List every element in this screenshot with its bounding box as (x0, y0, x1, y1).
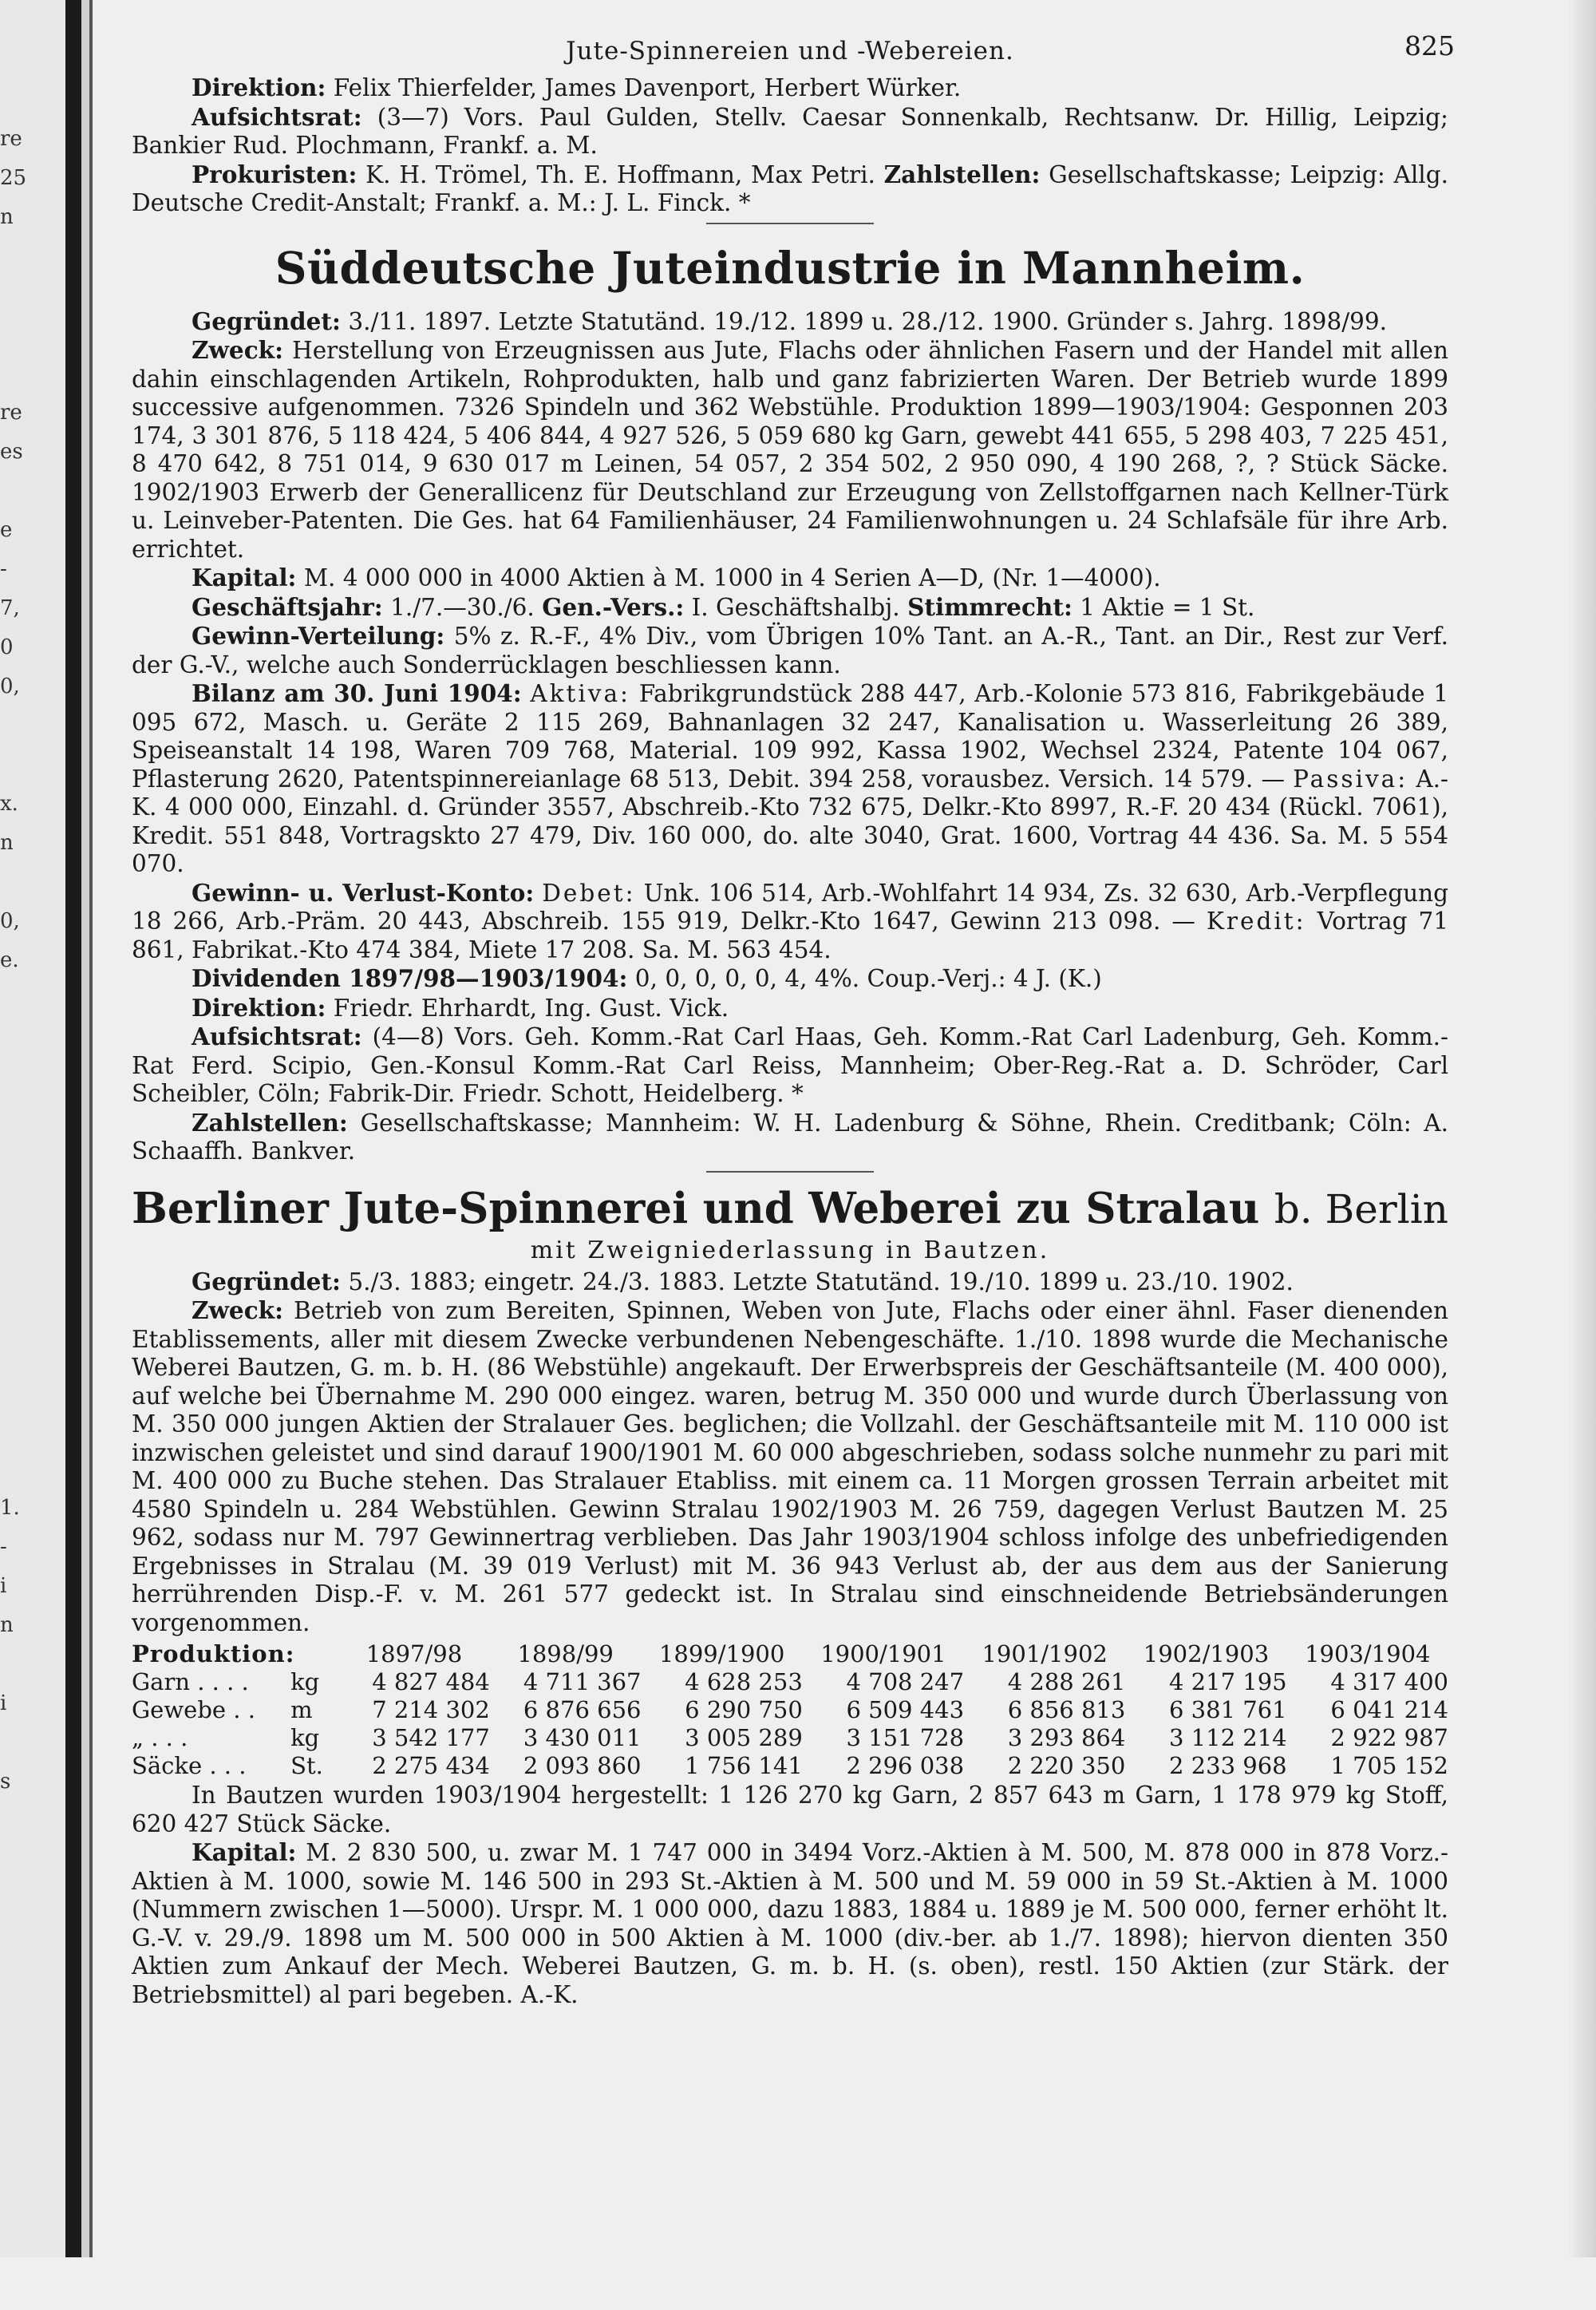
zweck-label: Zweck: (192, 1296, 283, 1324)
margin-fragment: x. (0, 792, 18, 816)
margin-fragment (0, 1958, 24, 1997)
margin-fragment: i (0, 1691, 7, 1715)
left-page-strip (0, 0, 65, 2257)
table-cell: 2 220 350 (1007, 1752, 1126, 1779)
margin-fragment (0, 2075, 24, 2114)
geschaeftsjahr-text: 1./7.—30./6. (390, 593, 535, 621)
prokuristen-label: Prokuristen: (192, 160, 358, 188)
table-cell: 2 922 987 (1330, 1724, 1448, 1751)
margin-fragment (0, 706, 24, 746)
row-label: „ . . . (132, 1724, 188, 1751)
row-label: Gewebe . . (132, 1696, 255, 1723)
year-header: 1900/1901 (820, 1640, 946, 1667)
previous-entry (132, 73, 1448, 218)
company-entry-sueddeutsche (132, 240, 1448, 1166)
kapital-label: Kapital: (192, 564, 297, 591)
margin-fragment (0, 1293, 24, 1332)
binding-gap (81, 0, 89, 2257)
margin-fragment (0, 2232, 24, 2271)
section-separator (706, 223, 874, 224)
margin-fragment (0, 354, 24, 394)
table-row (132, 1724, 1448, 1752)
table-cell: 6 290 750 (685, 1696, 803, 1723)
margin-fragment: i (0, 1574, 7, 1598)
document-page (132, 30, 1455, 2009)
margin-fragment: 7, (0, 596, 20, 620)
margin-fragment: 1. (0, 1496, 20, 1520)
margin-fragment (0, 1723, 24, 1762)
row-label: Säcke . . . (132, 1752, 247, 1779)
zahlstellen-text: Gesellschaftskasse; Mannheim: W. H. Ladenburg & Söhne, Rhein. Creditbank; Cöln: A. Schaaffh. Bankver. (132, 1109, 1448, 1165)
margin-fragment (0, 863, 24, 902)
table-cell: 6 509 443 (846, 1696, 965, 1723)
aufsichtsrat-text: (4—8) Vors. Geh. Komm.-Rat Carl Haas, Geh. Komm.-Rat Carl Ladenburg, Geh. Komm.-Rat Ferd. Scipio, Gen.-Konsul Komm.-Rat Carl Reiss, Mannheim; Ober-Reg.-Rat a. D. Schröder, Carl Scheibler, Cöln; Fabrik-Dir. Friedr. Schott, Heidelberg. * (132, 1023, 1448, 1107)
table-cell: 6 856 813 (1007, 1696, 1126, 1723)
table-cell: 3 542 177 (372, 1724, 490, 1751)
page-header (132, 30, 1455, 73)
margin-fragment (0, 1137, 24, 1176)
margin-fragment (0, 1919, 24, 1958)
company-entry-stralau (132, 1182, 1448, 2010)
gewinnverteilung-label: Gewinn-Verteilung: (192, 622, 445, 650)
margin-fragment (0, 2271, 24, 2310)
table-cell: 4 827 484 (372, 1668, 490, 1695)
table-cell: 2 093 860 (523, 1752, 642, 1779)
company-title-main: Berliner Jute-Spinnerei und Weberei zu Stralau (132, 1183, 1260, 1233)
binding-shadow (65, 0, 81, 2257)
table-cell: 6 041 214 (1330, 1696, 1448, 1723)
genvers-text: I. Geschäftshalbj. (691, 593, 900, 621)
table-cell: 4 217 195 (1169, 1668, 1287, 1695)
margin-fragment (0, 1880, 24, 1919)
year-header: 1897/98 (365, 1640, 463, 1667)
margin-fragment (0, 2036, 24, 2075)
margin-fragment: n (0, 1613, 14, 1637)
margin-fragment: 25 (0, 166, 27, 190)
direktion-label: Direktion: (192, 993, 326, 1022)
zahlstellen-label: Zahlstellen: (883, 160, 1041, 188)
table-cell: 3 112 214 (1169, 1724, 1287, 1751)
gewinnverteilung-text: 5% z. R.-F., 4% Div., vom Übrigen 10% Tant. an A.-R., Tant. an Dir., Rest zur Verf. der G.-V., welche auch Sonderrücklagen beschliessen kann. (132, 623, 1448, 678)
margin-fragment (0, 746, 24, 785)
stimmrecht-text: 1 Aktie = 1 St. (1080, 593, 1255, 621)
margin-fragment (0, 2154, 24, 2193)
table-cell: 6 381 761 (1169, 1696, 1287, 1723)
company-subtitle: mit Zweigniederlassung in Bautzen. (530, 1236, 1050, 1264)
dividenden-text: 0, 0, 0, 0, 0, 4, 4%. Coup.-Verj.: 4 J. (K.) (634, 965, 1102, 992)
direktion-text: Friedr. Ehrhardt, Ing. Gust. Vick. (333, 994, 729, 1022)
margin-fragment (0, 1254, 24, 1293)
margin-fragment (0, 276, 24, 315)
table-cell: 3 151 728 (846, 1724, 965, 1751)
passiva-text: A.-K. 4 000 000, Einzahl. d. Gründer 3557, Abschreib.-Kto 732 675, Delkr.-Kto 8997, R.-F. 20 434 (Rückl. 7061), Kredit. 551 848, Vortragskto 27 479, Div. 160 000, do. alte 3040, Grat. 1600, Vortrag 44 436. Sa. M. 5 554 070. (132, 765, 1448, 877)
company-title: Süddeutsche Juteindustrie in Mannheim. (275, 241, 1306, 294)
year-header: 1902/1903 (1143, 1640, 1270, 1667)
right-edge-shadow (1567, 0, 1596, 2257)
margin-fragment (0, 2193, 24, 2232)
table-cell: 3 430 011 (523, 1724, 642, 1751)
kredit-text: Vortrag 71 861, Fabrikat.-Kto 474 384, Miete 17 208. Sa. M. 563 454. (132, 908, 1448, 963)
margin-fragment: 0, (0, 909, 20, 933)
zweck-label: Zweck: (192, 336, 283, 364)
bilanz-label: Bilanz am 30. Juni 1904: (192, 679, 522, 707)
gegruendet-text: 5./3. 1883; eingetr. 24./3. 1883. Letzte Statutänd. 19./10. 1899 u. 23./10. 1902. (348, 1268, 1294, 1295)
production-label: Produktion: (132, 1640, 295, 1667)
production-table (132, 1640, 1448, 1780)
year-header: 1901/1902 (982, 1640, 1108, 1667)
margin-fragment: - (0, 1535, 7, 1559)
margin-fragment: s (0, 1770, 11, 1794)
margin-fragment: 0, (0, 674, 20, 698)
aktiva-label: Aktiva: (530, 680, 630, 707)
production-header-row (132, 1640, 1448, 1668)
aufsichtsrat-label: Aufsichtsrat: (192, 1022, 362, 1050)
margin-fragment: 0 (0, 635, 14, 659)
table-cell: 4 711 367 (523, 1668, 642, 1695)
page-number: 825 (1404, 30, 1455, 61)
margin-fragment (0, 1098, 24, 1137)
margin-fragment: re (0, 401, 22, 425)
table-cell: 1 705 152 (1330, 1752, 1448, 1779)
margin-fragment (0, 1450, 24, 1489)
kredit-label: Kredit: (1206, 908, 1306, 935)
margin-fragment (0, 1058, 24, 1098)
aufsichtsrat-label: Aufsichtsrat: (192, 102, 362, 131)
year-header: 1899/1900 (658, 1640, 785, 1667)
margin-fragment (0, 1410, 24, 1450)
gegruendet-text: 3./11. 1897. Letzte Statutänd. 19./12. 1899 u. 28./12. 1900. Gründer s. Jahrg. 1898/99. (348, 307, 1388, 335)
year-header: 1898/99 (517, 1640, 614, 1667)
margin-fragment (0, 2114, 24, 2154)
margin-fragment (0, 1841, 24, 1880)
zahlstellen-text: Gesellschaftskasse; Leipzig: Allg. Deutsche Credit-Anstalt; Frankf. a. M.: J. L. Finck. * (132, 160, 1448, 216)
table-cell: 7 214 302 (372, 1696, 490, 1723)
zweck-text: Betrieb von zum Bereiten, Spinnen, Weben von Jute, Flachs oder einer ähnl. Faser dienenden Etablissements, aller mit diesem Zwecke verbundenen Nebengeschäfte. 1./10. 1898 wurde die Mechanische Weberei Bautzen, G. m. b. H. (86 Webstühle) angekauft. Der Erwerbspreis der Geschäftsanteile (M. 400 000), auf welche bei Übernahme M. 290 000 eingez. waren, betrug M. 350 000 und wurde durch Überlassung von M. 350 000 jungen Aktien der Stralauer Ges. beglichen; die Vollzahl. der Geschäftsanteile mit M. 110 000 ist inzwischen geleistet und sind darauf 1900/1901 M. 60 000 abgeschrieben, sodass solche nunmehr zu pari mit M. 400 000 zu Buche stehen. Das Stralauer Etabliss. mit einem ca. 11 Morgen grossen Terrain arbeitet mit 4580 Spindeln u. 284 Webstühlen. Gewinn Stralau 1902/1903 M. 26 759, dagegen Verlust Bautzen M. 25 962, sodass nur M. 797 Gewinnertrag verblieben. Das Jahr 1903/1904 schloss infolge des unbefriedigenden Ergebnisses in Stralau (M. 39 019 Verlust) mit M. 36 943 Verlust ab, der aus dem aus der Sanierung herrührenden Disp.-F. v. M. 261 577 gedeckt ist. In Stralau sind einschneidende Betriebsänderungen vorgenommen. (132, 1297, 1448, 1636)
margin-fragment (0, 1332, 24, 1371)
table-cell: 4 708 247 (846, 1668, 965, 1695)
margin-fragment (0, 1645, 24, 1684)
aktiva-text: Fabrikgrundstück 288 447, Arb.-Kolonie 573 816, Fabrikgebäude 1 095 672, Masch. u. Geräte 2 115 269, Bahnanlagen 32 247, Kanalisation u. Wasserleitung 26 389, Speiseanstalt 14 198, Waren 709 768, Material. 109 992, Kassa 1902, Wechsel 2324, Patente 104 067, Pflasterung 2620, Patentspinnereianlage 68 513, Debit. 394 258, vorausbez. Versich. 14 579. — (132, 680, 1448, 793)
margin-fragment (0, 315, 24, 354)
bautzen-text: In Bautzen wurden 1903/1904 hergestellt: 1 126 270 kg Garn, 2 857 643 m Garn, 1 178 979 kg Stoff, 620 427 Stück Säcke. (132, 1782, 1448, 1837)
margin-fragment: - (0, 557, 7, 581)
row-unit: St. (290, 1752, 323, 1779)
table-cell: 4 628 253 (685, 1668, 803, 1695)
guv-label: Gewinn- u. Verlust-Konto: (192, 878, 535, 907)
year-header: 1903/1904 (1305, 1640, 1431, 1667)
table-cell: 4 317 400 (1330, 1668, 1448, 1695)
stimmrecht-label: Stimmrecht: (907, 592, 1073, 621)
table-row (132, 1696, 1448, 1724)
table-row (132, 1752, 1448, 1780)
company-title-location: b. Berlin (1274, 1185, 1448, 1232)
prokuristen-text: K. H. Trömel, Th. E. Hoffmann, Max Petri. (365, 160, 875, 188)
kapital-text: M. 2 830 500, u. zwar M. 1 747 000 in 3494 Vorz.-Aktien à M. 500, M. 878 000 in 878 Vorz.-Aktien à M. 1000, sowie M. 146 500 in 293 St.-Aktien à M. 500 und M. 59 000 in 59 St.-Aktien à M. 1000 (Nummern zwischen 1—5000). Urspr. M. 1 000 000, dazu 1883, 1884 u. 1889 je M. 500 000, ferner erhöht lt. G.-V. v. 29./9. 1898 um M. 500 000 in 500 Aktien à M. 1000 (div.-ber. ab 1./7. 1898); hiervon dienten 350 Aktien zum Ankauf der Mech. Weberei Bautzen, G. m. b. H. (s. oben), restl. 150 Aktien (zur Stärk. der Betriebsmittel) al pari begeben. A.-K. (132, 1839, 1448, 2008)
margin-fragment: n (0, 205, 14, 229)
margin-fragment (0, 1371, 24, 1410)
margin-fragment (0, 1997, 24, 2036)
table-cell: 2 296 038 (846, 1752, 965, 1779)
zweck-text: Herstellung von Erzeugnissen aus Jute, Flachs oder ähnlichen Fasern und der Handel mit allen dahin einschlagenden Artikeln, Rohprodukten, halb und ganz fabrizierten Waren. Der Betrieb wurde 1899 successive aufgenommen. 7326 Spindeln und 362 Webstühle. Produktion 1899—1903/1904: Gesponnen 203 174, 3 301 876, 5 118 424, 5 406 844, 4 927 526, 5 059 680 kg Garn, gewebt 441 655, 5 298 403, 7 225 451, 8 470 642, 8 751 014, 9 630 017 m Leinen, 54 057, 2 354 502, 2 950 090, 4 190 268, ?, ? Stück Säcke. 1902/1903 Erwerb der Generallicenz für Deutschland zur Erzeugung von Zellstoffgarnen nach Kellner-Türk u. Leinveber-Patenten. Die Ges. hat 64 Familienhäuser, 24 Familienwohnungen u. 24 Schlafsäle für ihre Arb. errichtet. (132, 337, 1448, 563)
direktion-text: Felix Thierfelder, James Davenport, Herbert Würker. (333, 74, 962, 101)
table-cell: 4 288 261 (1007, 1668, 1126, 1695)
table-row (132, 1668, 1448, 1696)
margin-fragment (0, 237, 24, 276)
table-cell: 1 756 141 (685, 1752, 803, 1779)
company-title (132, 1182, 1448, 1236)
margin-fragment: e. (0, 948, 19, 972)
margin-fragment: n (0, 831, 14, 855)
margin-fragment (0, 1215, 24, 1254)
table-cell: 6 876 656 (523, 1696, 642, 1723)
table-cell: 3 005 289 (685, 1724, 803, 1751)
row-unit: m (290, 1696, 313, 1723)
kapital-label: Kapital: (192, 1838, 297, 1866)
margin-fragment (0, 1019, 24, 1058)
passiva-label: Passiva: (1293, 765, 1408, 793)
zahlstellen-label: Zahlstellen: (192, 1108, 348, 1137)
margin-fragment: es (0, 440, 23, 464)
geschaeftsjahr-label: Geschäftsjahr: (192, 592, 383, 621)
binding-edge (89, 0, 93, 2257)
row-unit: kg (290, 1668, 320, 1695)
table-cell: 2 233 968 (1169, 1752, 1287, 1779)
running-title: Jute-Spinnereien und -Webereien. (566, 37, 1014, 65)
table-cell: 2 275 434 (372, 1752, 490, 1779)
margin-fragment: re (0, 127, 22, 151)
direktion-label: Direktion: (192, 73, 326, 101)
margin-fragment (0, 472, 24, 511)
dividenden-label: Dividenden 1897/98—1903/1904: (192, 964, 628, 992)
table-cell: 3 293 864 (1007, 1724, 1126, 1751)
left-margin-fragments (0, 120, 27, 2310)
margin-fragment (0, 1802, 24, 1841)
debet-text: Unk. 106 514, Arb.-Wohlfahrt 14 934, Zs. 32 630, Arb.-Verpflegung 18 266, Arb.-Präm. 20 443, Abschreib. 155 919, Delkr.-Kto 1647, Gewinn 213 098. — (132, 879, 1448, 935)
debet-label: Debet: (542, 879, 636, 907)
section-separator (706, 1171, 874, 1173)
margin-fragment: e (0, 518, 13, 542)
kapital-text: M. 4 000 000 in 4000 Aktien à M. 1000 in 4 Serien A—D, (Nr. 1—4000). (303, 564, 1161, 591)
aufsichtsrat-text: (3—7) Vors. Paul Gulden, Stellv. Caesar Sonnenkalb, Rechtsanw. Dr. Hillig, Leipzig; Bankier Rud. Plochmann, Frankf. a. M. (132, 103, 1448, 159)
gegruendet-label: Gegründet: (192, 307, 341, 335)
gegruendet-label: Gegründet: (192, 1267, 341, 1295)
row-label: Garn . . . . (132, 1668, 249, 1695)
genvers-label: Gen.-Vers.: (542, 592, 685, 621)
margin-fragment (0, 980, 24, 1019)
row-unit: kg (290, 1724, 320, 1751)
margin-fragment (0, 1176, 24, 1215)
